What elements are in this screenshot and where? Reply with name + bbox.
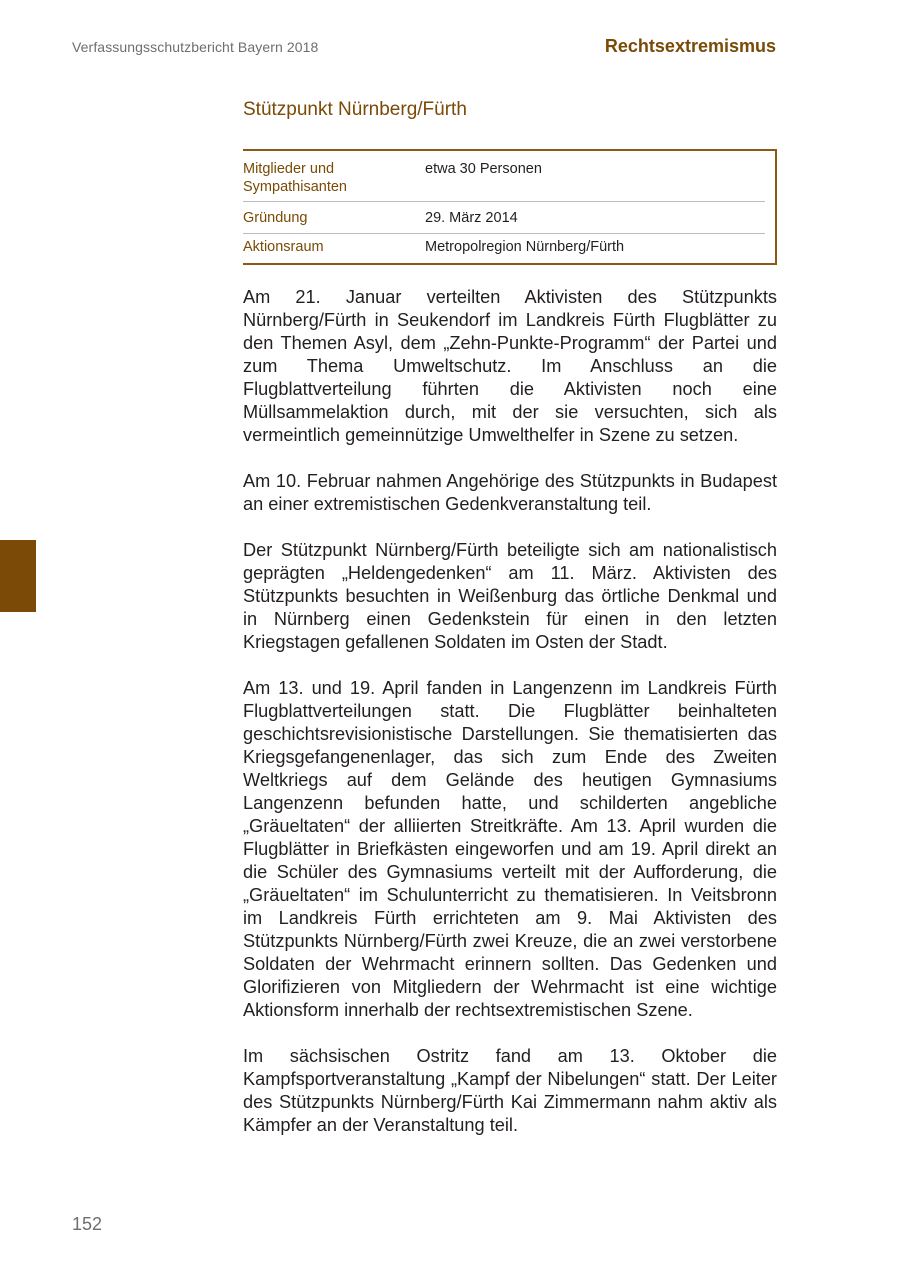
paragraph-february: Am 10. Februar nahmen Angehörige des Stützpunkts in Budapest an einer extremistischen Gedenkveranstaltung teil. [243,471,777,514]
fact-label: Aktionsraum [243,239,324,255]
fact-label: Mitglieder und Sympathisanten [243,161,347,195]
paragraph-january: Am 21. Januar verteilten Aktivisten des Stützpunkts Nürnberg/Fürth in Seukendorf im Landkreis Fürth Flugblätter zu den Themen Asyl, dem „Zehn-Punkte-Programm“ der Partei und zum Thema Umweltschutz. Im Anschluss an die Flugblattverteilung führten die Aktivisten noch eine Müllsammelaktion durch, mit der sie versuchten, sich als vermeintlich gemeinnützige Umwelthelfer in Szene zu setzen. [243,287,777,445]
paragraph-october: Im sächsischen Ostritz fand am 13. Oktober die Kampfsportveranstaltung „Kampf der Nibelungen“ statt. Der Leiter des Stützpunkts Nürnberg/Fürth Kai Zimmermann nahm aktiv als Kämpfer an der Veranstaltung teil. [243,1046,777,1135]
fact-value: etwa 30 Personen [425,161,542,177]
fact-value: Metropolregion Nürnberg/Fürth [425,239,625,255]
fact-label: Gründung [243,210,308,226]
fact-value: 29. März 2014 [425,210,518,226]
fact-box [243,149,777,265]
fact-divider [243,233,765,234]
body-text [243,286,777,1160]
page-number: 152 [72,1214,103,1234]
running-head-chapter: Rechtsextremismus [604,36,776,56]
paragraph-march: Der Stützpunkt Nürnberg/Fürth beteiligte sich am nationalistisch geprägten „Heldengedenken“ am 11. März. Aktivisten des Stützpunkts besuchten in Weißenburg das örtliche Denkmal und in Nürnberg einen Gedenkstein für einen in den letzten Kriegstagen gefallenen Soldaten im Osten der Stadt. [243,540,777,652]
running-head-publication: Verfassungsschutzbericht Bayern 2018 [72,39,319,55]
paragraph-april-may: Am 13. und 19. April fanden in Langenzenn im Landkreis Fürth Flugblattverteilungen statt. Die Flugblätter beinhalteten geschichtsrevisionistische Darstellungen. Sie thematisierten das Kriegsgefangenenlager, das sich zum Ende des Zweiten Weltkriegs auf dem Gelände des heutigen Gymnasiums Langenzenn befunden hatte, und schilderten angebliche „Gräueltaten“ der alliierten Streitkräfte. Am 13. April wurden die Flugblätter in Briefkästen eingeworfen und am 19. April direkt an die Schüler des Gymnasiums verteilt mit der Aufforderung, die „Gräueltaten“ im Schulunterricht zu thematisieren. In Veitsbronn im Landkreis Fürth errichteten am 9. Mai Aktivisten des Stützpunkts Nürnberg/Fürth zwei Kreuze, die an zwei verstorbene Soldaten der Wehrmacht erinnern sollten. Das Gedenken und Glorifizieren von Mitgliedern der Wehrmacht ist eine wichtige Aktionsform innerhalb der rechtsextremistischen Szene. [243,678,777,1020]
chapter-side-tab [0,540,36,612]
section-title: Stützpunkt Nürnberg/Fürth [243,99,467,120]
fact-divider [243,201,765,202]
